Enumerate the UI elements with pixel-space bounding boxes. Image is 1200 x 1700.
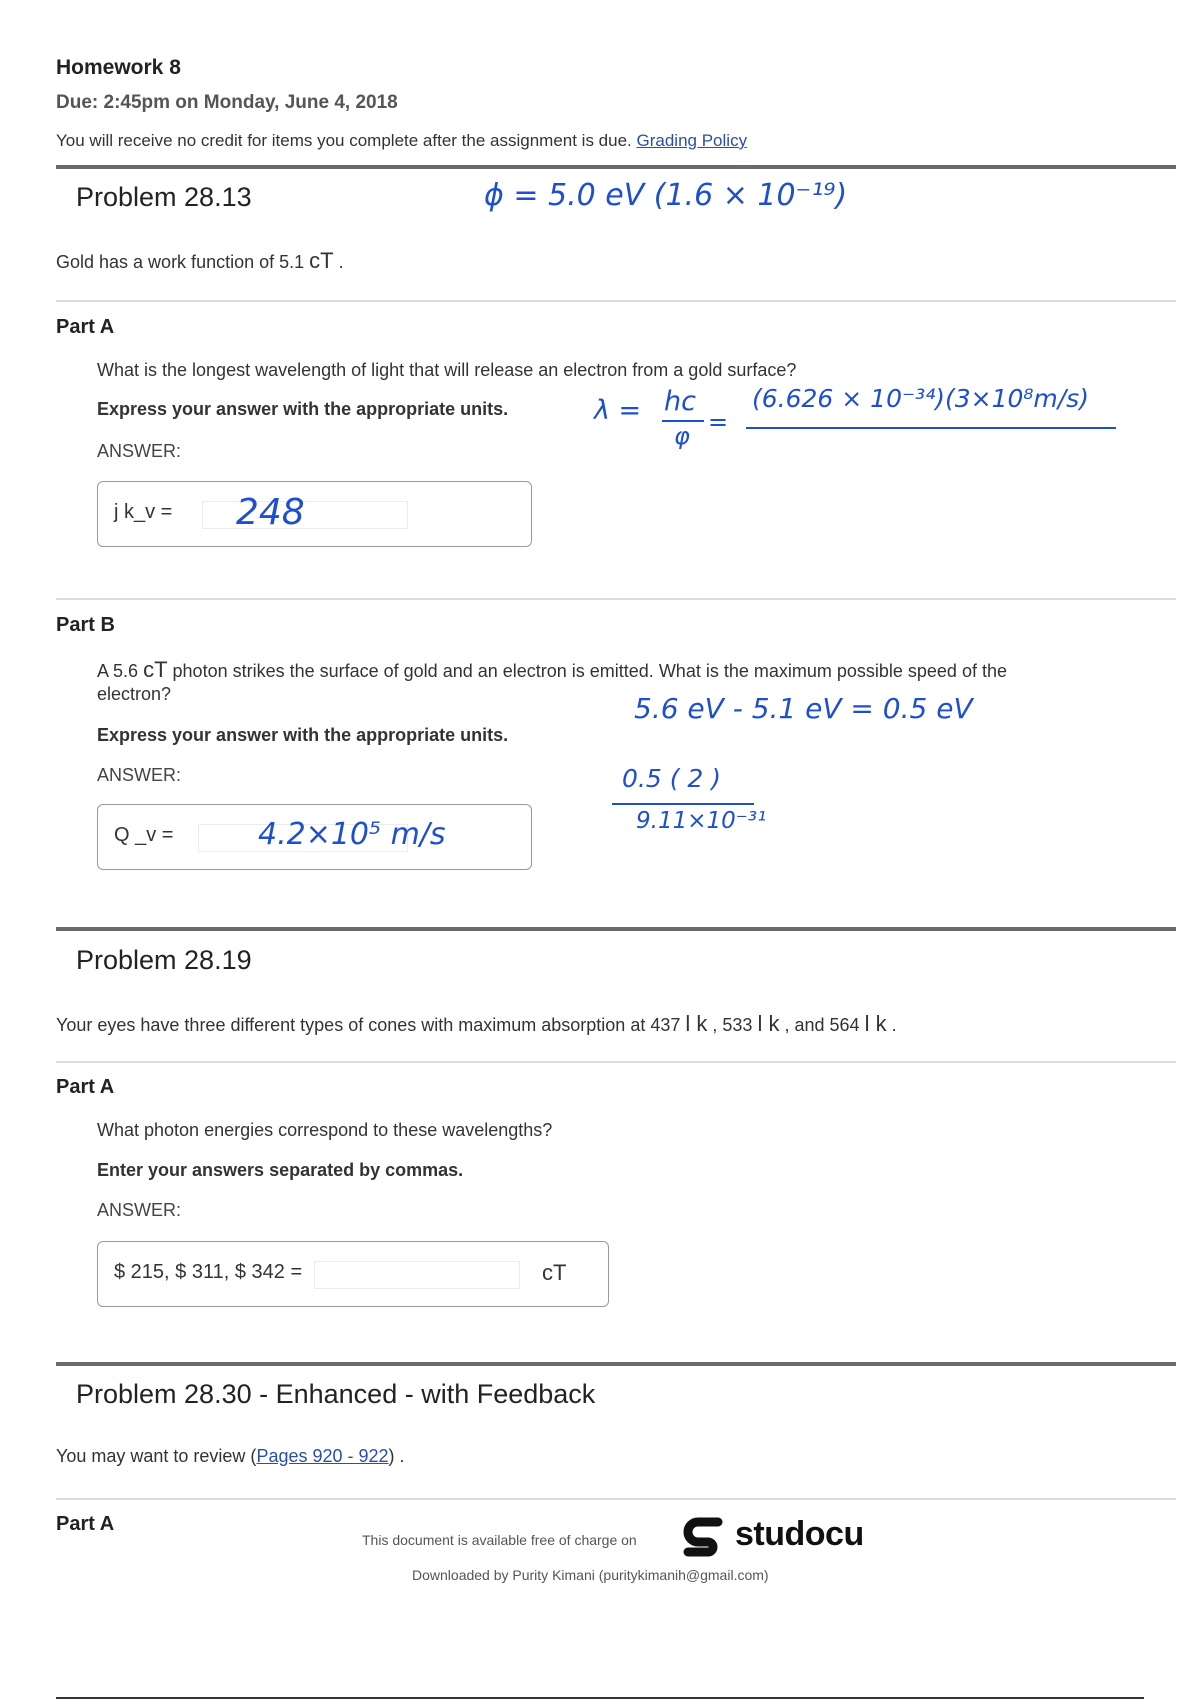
- problem-divider: [56, 927, 1176, 931]
- intro-text: , 533: [712, 1015, 753, 1035]
- numerator-line: [746, 427, 1116, 429]
- late-credit-text: You will receive no credit for items you complete after the assignment is due.: [56, 131, 632, 150]
- part-b-answer-box: [97, 804, 532, 870]
- problem-28-30-intro: [56, 1446, 405, 1467]
- studocu-brand: studocu: [735, 1515, 864, 1553]
- part-a-title: Part A: [56, 1076, 115, 1098]
- part-a-instruction: Express your answer with the appropriate units.: [97, 399, 509, 419]
- handwritten-fraction-denominator: 9.11×10⁻³¹: [636, 808, 767, 834]
- handwritten-lambda: λ =: [594, 395, 642, 426]
- part-divider: [56, 300, 1176, 302]
- problem-divider: [56, 165, 1176, 169]
- intro-text: Your eyes have three different types of cones with maximum absorption at 437: [56, 1015, 681, 1035]
- part-b-question: [97, 657, 1157, 684]
- pages-link[interactable]: Pages 920 - 922: [256, 1446, 389, 1466]
- problem-28-13-intro: [56, 248, 344, 274]
- problem-28-30-title: Problem 28.30 - Enhanced - with Feedback: [76, 1379, 596, 1409]
- part-a-instruction: Enter your answers separated by commas.: [97, 1160, 464, 1180]
- problem-divider: [56, 1362, 1176, 1366]
- intro-text: You may want to review (: [56, 1446, 257, 1466]
- handwritten-equals: =: [708, 408, 729, 436]
- due-date: Due: 2:45pm on Monday, June 4, 2018: [56, 92, 398, 113]
- intro-end: .: [891, 1015, 897, 1035]
- wavelength-input[interactable]: [202, 501, 408, 529]
- unit-symbol: l k: [864, 1011, 887, 1036]
- part-b-answer-label: ANSWER:: [97, 765, 182, 785]
- answer-unit: cT: [542, 1260, 567, 1285]
- handwritten-energy-calc: 5.6 eV - 5.1 eV = 0.5 eV: [634, 692, 973, 725]
- part-a-answer-box: [97, 1241, 609, 1307]
- handwritten-numerator: (6.626 × 10⁻³⁴)(3×10⁸m/s): [752, 384, 1089, 413]
- studocu-logo-icon: [680, 1514, 726, 1560]
- part-divider: [56, 598, 1176, 600]
- part-a-answer-label: ANSWER:: [97, 441, 182, 461]
- intro-end: ) .: [388, 1446, 405, 1466]
- downloaded-by-text: Downloaded by Purity Kimani (puritykimanih@gmail.com): [412, 1567, 769, 1583]
- grading-policy-link[interactable]: Grading Policy: [636, 131, 748, 150]
- part-a-title: Part A: [56, 316, 115, 338]
- late-credit-note: [56, 131, 747, 151]
- part-divider: [56, 1498, 1176, 1500]
- question-text: photon strikes the surface of gold and an electron is emitted. What is the maximum possible speed of the: [172, 661, 1007, 681]
- problem-28-19-intro: [56, 1011, 897, 1037]
- question-text: A 5.6: [97, 661, 139, 681]
- unit-symbol: l k: [757, 1011, 780, 1036]
- bottom-rule: [56, 1697, 1144, 1699]
- unit-symbol: cT: [309, 248, 334, 273]
- problem-28-13-title: Problem 28.13: [76, 182, 252, 212]
- unit-symbol: cT: [143, 657, 168, 682]
- fraction-line: [612, 803, 754, 805]
- handwritten-phi: φ: [674, 422, 690, 450]
- problem-28-19-title: Problem 28.19: [76, 945, 252, 975]
- intro-end: .: [338, 252, 344, 272]
- part-divider: [56, 1061, 1176, 1063]
- energies-input[interactable]: [314, 1261, 520, 1289]
- part-a-title: Part A: [56, 1513, 115, 1535]
- handwritten-fraction-numerator: 0.5 ( 2 ): [622, 764, 722, 793]
- answer-variable: Q _v =: [114, 824, 174, 846]
- part-a-question: What is the longest wavelength of light that will release an electron from a gold surface?: [97, 360, 797, 380]
- handwritten-hc: hc: [664, 386, 696, 417]
- intro-text: , and 564: [784, 1015, 860, 1035]
- part-b-instruction: Express your answer with the appropriate units.: [97, 725, 509, 745]
- answer-variable: j k_v =: [114, 501, 173, 523]
- handwritten-answer: 4.2×10⁵ m/s: [258, 817, 446, 852]
- available-text: This document is available free of charge on: [362, 1532, 637, 1548]
- part-a-question: What photon energies correspond to these wavelengths?: [97, 1120, 553, 1140]
- handwritten-work-function: ϕ = 5.0 eV (1.6 × 10⁻¹⁹): [484, 178, 848, 213]
- part-a-answer-label: ANSWER:: [97, 1200, 182, 1220]
- part-a-answer-box: [97, 481, 532, 547]
- handwritten-answer: 248: [236, 492, 305, 533]
- homework-title: Homework 8: [56, 56, 181, 79]
- part-b-title: Part B: [56, 614, 115, 636]
- intro-text: Gold has a work function of 5.1: [56, 252, 305, 272]
- part-b-question-end: electron?: [97, 684, 172, 704]
- unit-symbol: l k: [685, 1011, 708, 1036]
- answer-variable: $ 215, $ 311, $ 342 =: [114, 1261, 303, 1283]
